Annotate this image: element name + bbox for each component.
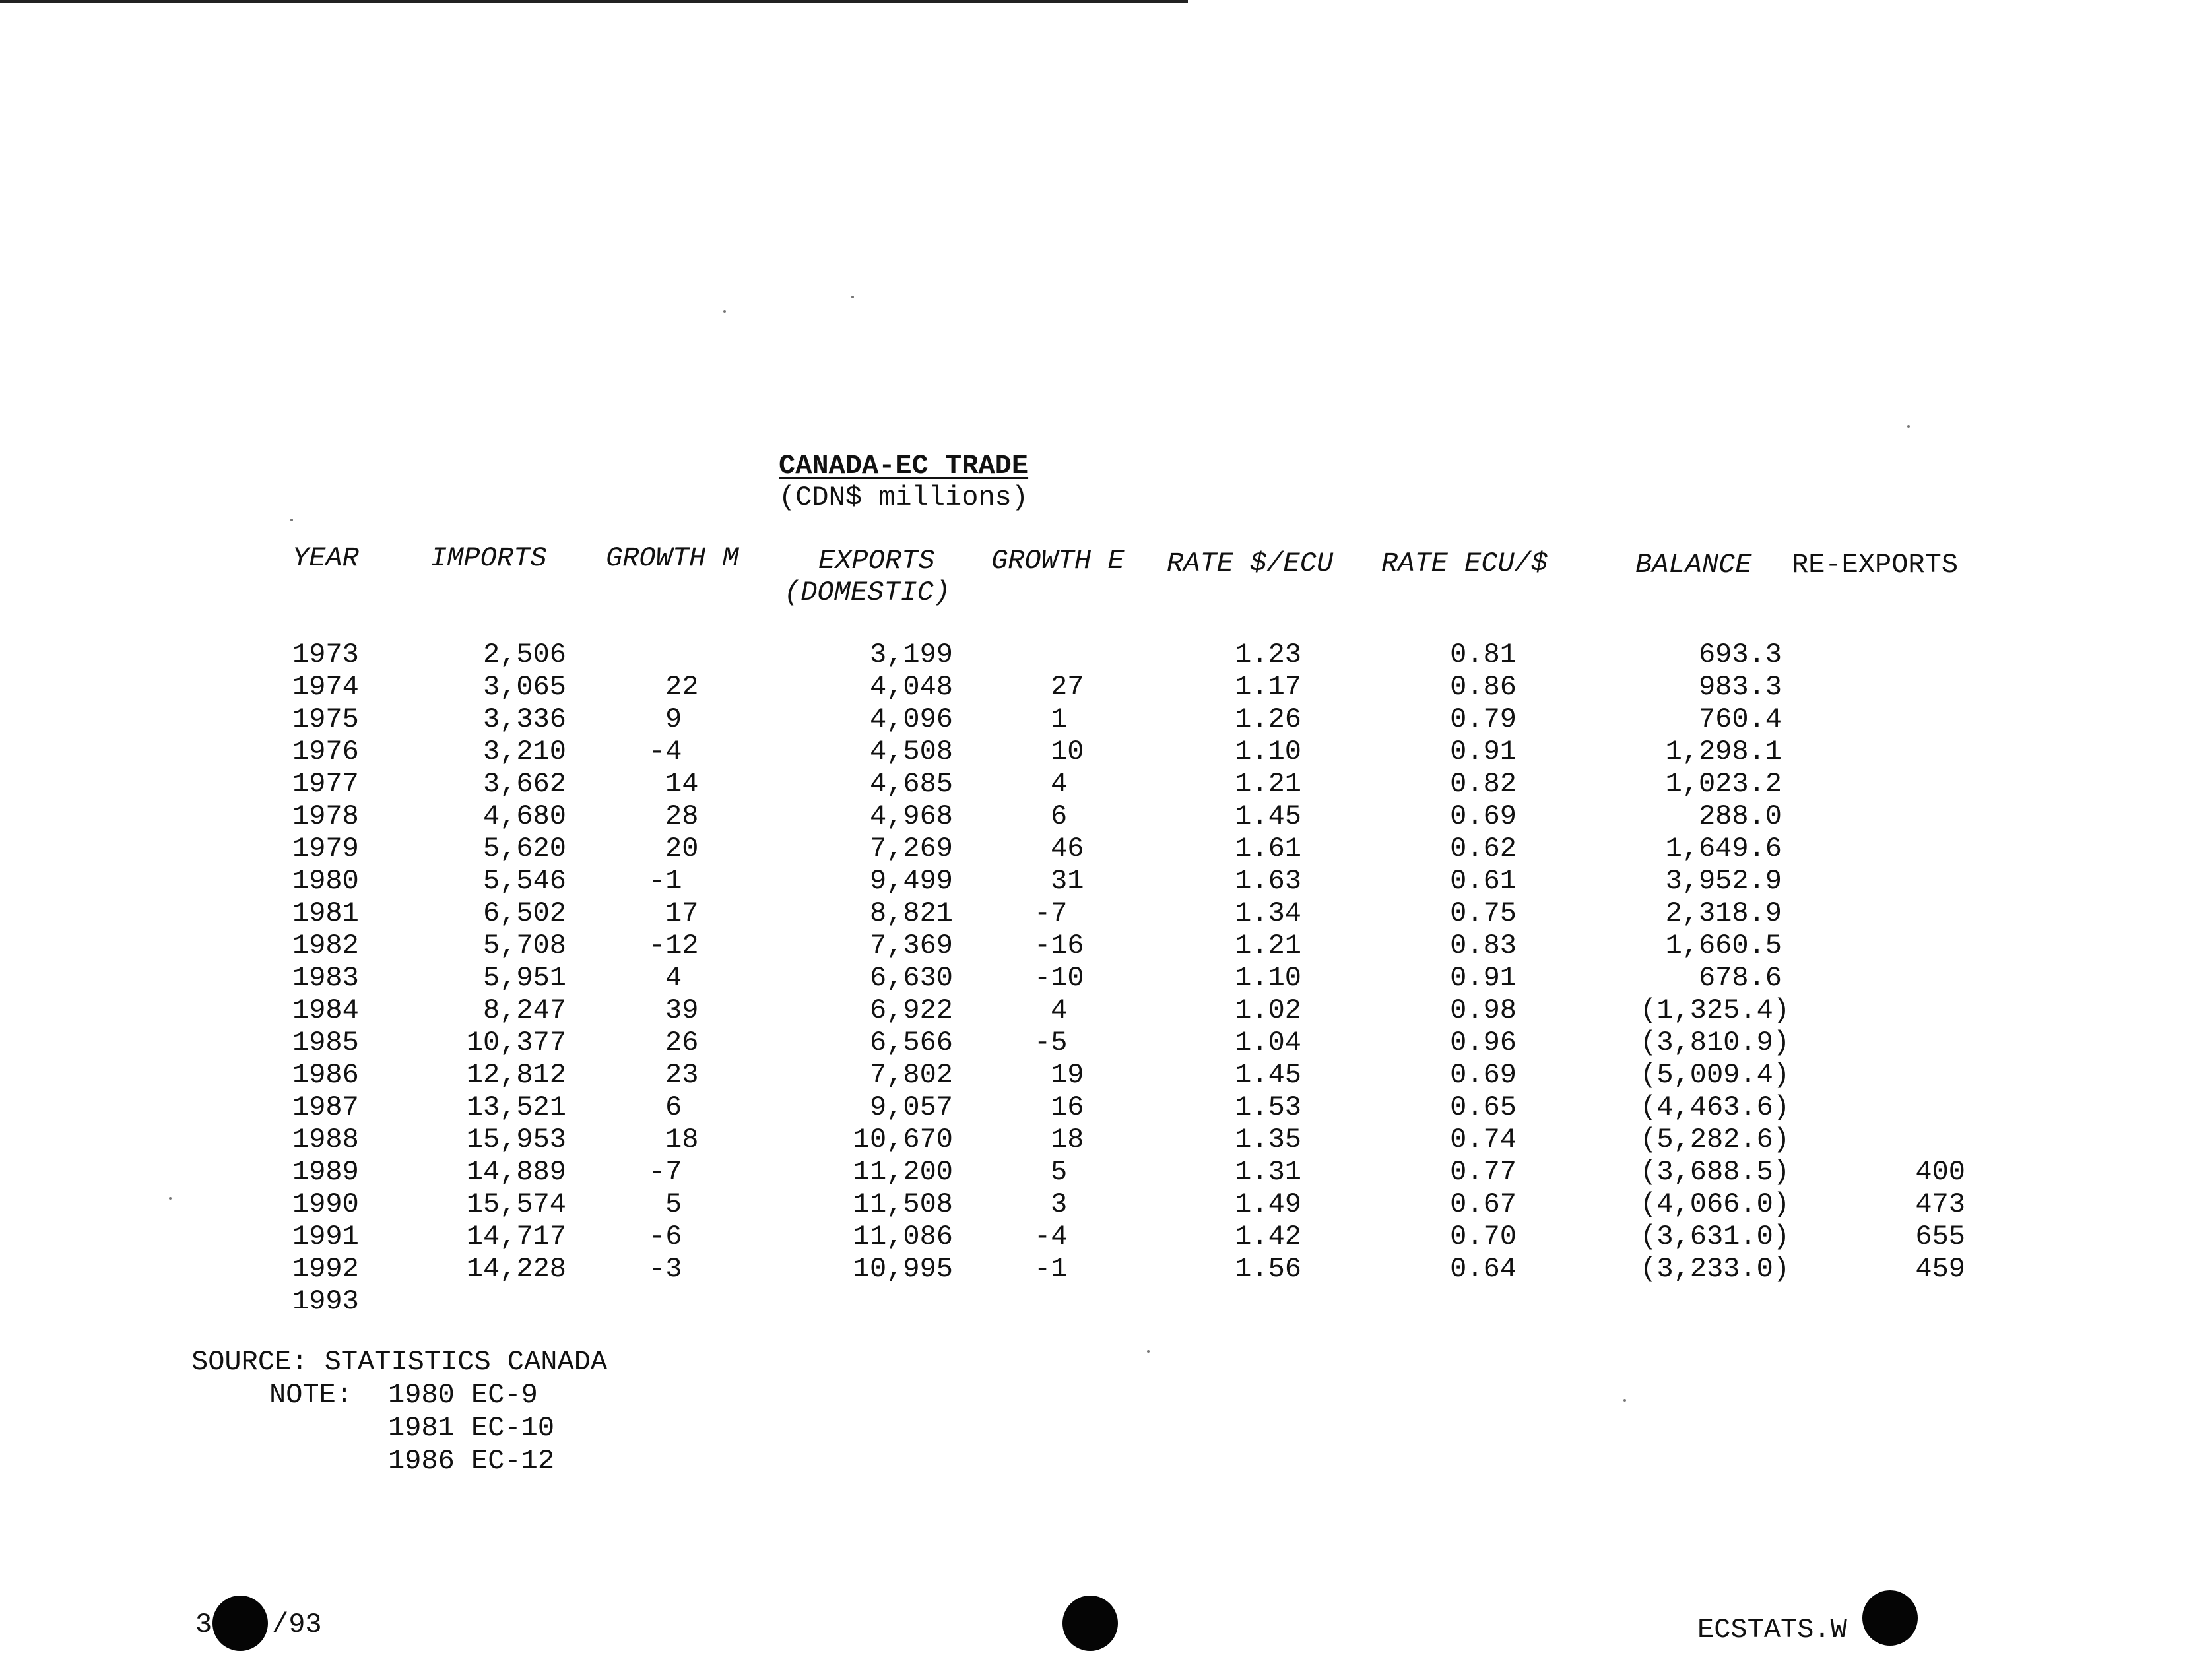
cell-rate-usd-ecu: 1.31	[1235, 1156, 1301, 1188]
cell-rate-ecu-usd: 0.61	[1450, 865, 1517, 897]
footer-date-right: /93	[272, 1609, 322, 1640]
cell-imports: 14,889	[466, 1156, 566, 1188]
speck	[1907, 425, 1910, 428]
cell-growth-m: -6	[649, 1221, 682, 1252]
cell-imports: 12,812	[466, 1059, 566, 1091]
cell-rate-ecu-usd: 0.82	[1450, 768, 1517, 800]
cell-growth-e: 5	[1051, 1156, 1068, 1188]
header-exports: EXPORTS	[818, 545, 935, 577]
cell-exports: 11,508	[853, 1188, 953, 1220]
cell-growth-e: 6	[1051, 800, 1068, 832]
cell-imports: 3,662	[482, 768, 566, 800]
cell-balance: (5,009.4)	[1640, 1059, 1790, 1091]
cell-year: 1989	[292, 1156, 359, 1188]
cell-rate-ecu-usd: 0.69	[1450, 1059, 1517, 1091]
cell-rate-usd-ecu: 1.04	[1235, 1027, 1301, 1058]
cell-rate-usd-ecu: 1.53	[1235, 1091, 1301, 1123]
cell-rate-usd-ecu: 1.42	[1235, 1221, 1301, 1252]
cell-balance: 1,649.6	[1665, 833, 1782, 864]
cell-growth-e: -4	[1034, 1221, 1068, 1252]
cell-growth-e: -1	[1034, 1253, 1068, 1285]
cell-growth-m: 5	[665, 1188, 682, 1220]
note-line-3: 1986 EC-12	[388, 1445, 555, 1477]
cell-imports: 14,717	[466, 1221, 566, 1252]
cell-growth-e: 4	[1051, 768, 1068, 800]
cell-growth-m: 28	[665, 800, 699, 832]
cell-year: 1975	[292, 703, 359, 735]
cell-growth-m: -12	[649, 930, 699, 961]
cell-growth-e: 4	[1051, 994, 1068, 1026]
cell-exports: 9,499	[869, 865, 953, 897]
cell-balance: 1,298.1	[1665, 736, 1782, 767]
cell-growth-m: 18	[665, 1124, 699, 1155]
cell-growth-e: 1	[1051, 703, 1068, 735]
punch-hole-center	[1062, 1596, 1118, 1651]
punch-hole-left	[212, 1596, 268, 1651]
cell-growth-e: -7	[1034, 897, 1068, 929]
cell-rate-ecu-usd: 0.96	[1450, 1027, 1517, 1058]
cell-rate-usd-ecu: 1.63	[1235, 865, 1301, 897]
cell-imports: 13,521	[466, 1091, 566, 1123]
cell-growth-e: 16	[1051, 1091, 1084, 1123]
cell-rate-usd-ecu: 1.56	[1235, 1253, 1301, 1285]
cell-year: 1988	[292, 1124, 359, 1155]
cell-growth-e: 31	[1051, 865, 1084, 897]
cell-balance: 288.0	[1698, 800, 1782, 832]
cell-growth-e: 10	[1051, 736, 1084, 767]
cell-balance: (4,463.6)	[1640, 1091, 1790, 1123]
cell-balance: 693.3	[1698, 639, 1782, 670]
speck	[1623, 1399, 1626, 1402]
cell-exports: 10,670	[853, 1124, 953, 1155]
header-growth-e: GROWTH E	[991, 545, 1125, 577]
cell-balance: 678.6	[1698, 962, 1782, 994]
header-exports-domestic: (DOMESTIC)	[784, 577, 951, 608]
cell-balance: (5,282.6)	[1640, 1124, 1790, 1155]
header-rate-usd-ecu: RATE $/ECU	[1167, 548, 1334, 579]
cell-rate-usd-ecu: 1.21	[1235, 768, 1301, 800]
cell-growth-m: 23	[665, 1059, 699, 1091]
header-rate-ecu-usd: RATE ECU/$	[1381, 548, 1548, 579]
cell-rate-ecu-usd: 0.91	[1450, 962, 1517, 994]
speck	[851, 296, 854, 298]
cell-year: 1992	[292, 1253, 359, 1285]
cell-exports: 9,057	[869, 1091, 953, 1123]
cell-rate-ecu-usd: 0.98	[1450, 994, 1517, 1026]
cell-exports: 6,566	[869, 1027, 953, 1058]
cell-imports: 10,377	[466, 1027, 566, 1058]
top-rule	[0, 0, 1188, 3]
cell-growth-e: 46	[1051, 833, 1084, 864]
cell-growth-m: 6	[665, 1091, 682, 1123]
cell-imports: 8,247	[482, 994, 566, 1026]
cell-re-exports: 459	[1915, 1253, 1965, 1285]
cell-year: 1982	[292, 930, 359, 961]
footer-date-left: 3	[195, 1609, 212, 1640]
cell-year: 1991	[292, 1221, 359, 1252]
cell-rate-usd-ecu: 1.45	[1235, 1059, 1301, 1091]
cell-year: 1990	[292, 1188, 359, 1220]
cell-growth-m: -3	[649, 1253, 682, 1285]
footer-file-name: ECSTATS.W	[1697, 1614, 1847, 1646]
cell-rate-usd-ecu: 1.17	[1235, 671, 1301, 703]
cell-year: 1985	[292, 1027, 359, 1058]
header-year: YEAR	[292, 542, 359, 574]
note-label: NOTE:	[269, 1379, 353, 1411]
cell-exports: 7,269	[869, 833, 953, 864]
cell-balance: 760.4	[1698, 703, 1782, 735]
cell-imports: 6,502	[482, 897, 566, 929]
cell-year: 1983	[292, 962, 359, 994]
header-growth-m: GROWTH M	[606, 542, 739, 574]
cell-exports: 4,096	[869, 703, 953, 735]
cell-rate-usd-ecu: 1.10	[1235, 962, 1301, 994]
cell-balance: 983.3	[1698, 671, 1782, 703]
cell-exports: 7,369	[869, 930, 953, 961]
cell-exports: 6,922	[869, 994, 953, 1026]
cell-exports: 11,086	[853, 1221, 953, 1252]
cell-rate-ecu-usd: 0.74	[1450, 1124, 1517, 1155]
cell-rate-ecu-usd: 0.77	[1450, 1156, 1517, 1188]
cell-growth-m: 22	[665, 671, 699, 703]
cell-rate-usd-ecu: 1.26	[1235, 703, 1301, 735]
cell-year: 1974	[292, 671, 359, 703]
note-line-1: 1980 EC-9	[388, 1379, 538, 1411]
cell-growth-m: 20	[665, 833, 699, 864]
cell-exports: 7,802	[869, 1059, 953, 1091]
cell-imports: 5,546	[482, 865, 566, 897]
cell-imports: 3,210	[482, 736, 566, 767]
note-line-2: 1981 EC-10	[388, 1412, 555, 1444]
cell-rate-usd-ecu: 1.49	[1235, 1188, 1301, 1220]
cell-exports: 6,630	[869, 962, 953, 994]
cell-rate-ecu-usd: 0.86	[1450, 671, 1517, 703]
cell-rate-ecu-usd: 0.67	[1450, 1188, 1517, 1220]
cell-year: 1980	[292, 865, 359, 897]
cell-imports: 2,506	[482, 639, 566, 670]
cell-year: 1977	[292, 768, 359, 800]
cell-growth-e: -5	[1034, 1027, 1068, 1058]
cell-rate-usd-ecu: 1.02	[1235, 994, 1301, 1026]
cell-rate-ecu-usd: 0.69	[1450, 800, 1517, 832]
cell-growth-m: 14	[665, 768, 699, 800]
cell-rate-ecu-usd: 0.91	[1450, 736, 1517, 767]
cell-balance: (3,631.0)	[1640, 1221, 1790, 1252]
cell-growth-e: -10	[1034, 962, 1084, 994]
cell-exports: 8,821	[869, 897, 953, 929]
cell-year: 1993	[292, 1285, 359, 1317]
speck	[1147, 1350, 1150, 1353]
cell-exports: 3,199	[869, 639, 953, 670]
cell-rate-ecu-usd: 0.83	[1450, 930, 1517, 961]
cell-rate-ecu-usd: 0.62	[1450, 833, 1517, 864]
cell-imports: 5,708	[482, 930, 566, 961]
cell-year: 1987	[292, 1091, 359, 1123]
cell-growth-m: 17	[665, 897, 699, 929]
cell-growth-e: 27	[1051, 671, 1084, 703]
cell-re-exports: 473	[1915, 1188, 1965, 1220]
punch-hole-right	[1862, 1590, 1918, 1646]
cell-growth-e: 19	[1051, 1059, 1084, 1091]
cell-rate-ecu-usd: 0.79	[1450, 703, 1517, 735]
cell-exports: 11,200	[853, 1156, 953, 1188]
cell-re-exports: 400	[1915, 1156, 1965, 1188]
document-title: CANADA-EC TRADE	[779, 450, 1029, 482]
cell-growth-e: 3	[1051, 1188, 1068, 1220]
cell-year: 1976	[292, 736, 359, 767]
speck	[290, 519, 293, 521]
cell-rate-ecu-usd: 0.75	[1450, 897, 1517, 929]
cell-year: 1986	[292, 1059, 359, 1091]
cell-exports: 4,508	[869, 736, 953, 767]
cell-rate-usd-ecu: 1.35	[1235, 1124, 1301, 1155]
cell-imports: 15,953	[466, 1124, 566, 1155]
cell-re-exports: 655	[1915, 1221, 1965, 1252]
cell-balance: 2,318.9	[1665, 897, 1782, 929]
cell-imports: 15,574	[466, 1188, 566, 1220]
cell-rate-usd-ecu: 1.23	[1235, 639, 1301, 670]
cell-year: 1984	[292, 994, 359, 1026]
header-balance: BALANCE	[1635, 549, 1752, 581]
cell-imports: 4,680	[482, 800, 566, 832]
cell-growth-e: 18	[1051, 1124, 1084, 1155]
cell-rate-ecu-usd: 0.70	[1450, 1221, 1517, 1252]
cell-balance: (3,688.5)	[1640, 1156, 1790, 1188]
cell-exports: 4,685	[869, 768, 953, 800]
cell-imports: 14,228	[466, 1253, 566, 1285]
cell-balance: 1,660.5	[1665, 930, 1782, 961]
cell-growth-m: 4	[665, 962, 682, 994]
cell-year: 1978	[292, 800, 359, 832]
cell-balance: 1,023.2	[1665, 768, 1782, 800]
cell-exports: 4,048	[869, 671, 953, 703]
cell-rate-usd-ecu: 1.61	[1235, 833, 1301, 864]
cell-year: 1979	[292, 833, 359, 864]
cell-rate-ecu-usd: 0.64	[1450, 1253, 1517, 1285]
cell-balance: 3,952.9	[1665, 865, 1782, 897]
speck	[169, 1197, 172, 1200]
cell-growth-m: -7	[649, 1156, 682, 1188]
cell-balance: (1,325.4)	[1640, 994, 1790, 1026]
cell-rate-ecu-usd: 0.81	[1450, 639, 1517, 670]
header-re-exports: RE-EXPORTS	[1792, 549, 1959, 581]
cell-imports: 5,620	[482, 833, 566, 864]
cell-growth-m: -1	[649, 865, 682, 897]
cell-growth-m: 9	[665, 703, 682, 735]
cell-imports: 3,065	[482, 671, 566, 703]
speck	[723, 310, 726, 313]
cell-growth-m: -4	[649, 736, 682, 767]
cell-exports: 4,968	[869, 800, 953, 832]
cell-year: 1981	[292, 897, 359, 929]
header-imports: IMPORTS	[430, 542, 547, 574]
source-line: SOURCE: STATISTICS CANADA	[191, 1346, 608, 1378]
cell-exports: 10,995	[853, 1253, 953, 1285]
cell-imports: 5,951	[482, 962, 566, 994]
cell-balance: (4,066.0)	[1640, 1188, 1790, 1220]
cell-imports: 3,336	[482, 703, 566, 735]
cell-growth-m: 39	[665, 994, 699, 1026]
cell-growth-e: -16	[1034, 930, 1084, 961]
cell-rate-ecu-usd: 0.65	[1450, 1091, 1517, 1123]
cell-growth-m: 26	[665, 1027, 699, 1058]
cell-rate-usd-ecu: 1.21	[1235, 930, 1301, 961]
cell-rate-usd-ecu: 1.34	[1235, 897, 1301, 929]
cell-rate-usd-ecu: 1.45	[1235, 800, 1301, 832]
cell-balance: (3,810.9)	[1640, 1027, 1790, 1058]
cell-year: 1973	[292, 639, 359, 670]
cell-balance: (3,233.0)	[1640, 1253, 1790, 1285]
cell-rate-usd-ecu: 1.10	[1235, 736, 1301, 767]
document-subtitle: (CDN$ millions)	[779, 482, 1029, 513]
